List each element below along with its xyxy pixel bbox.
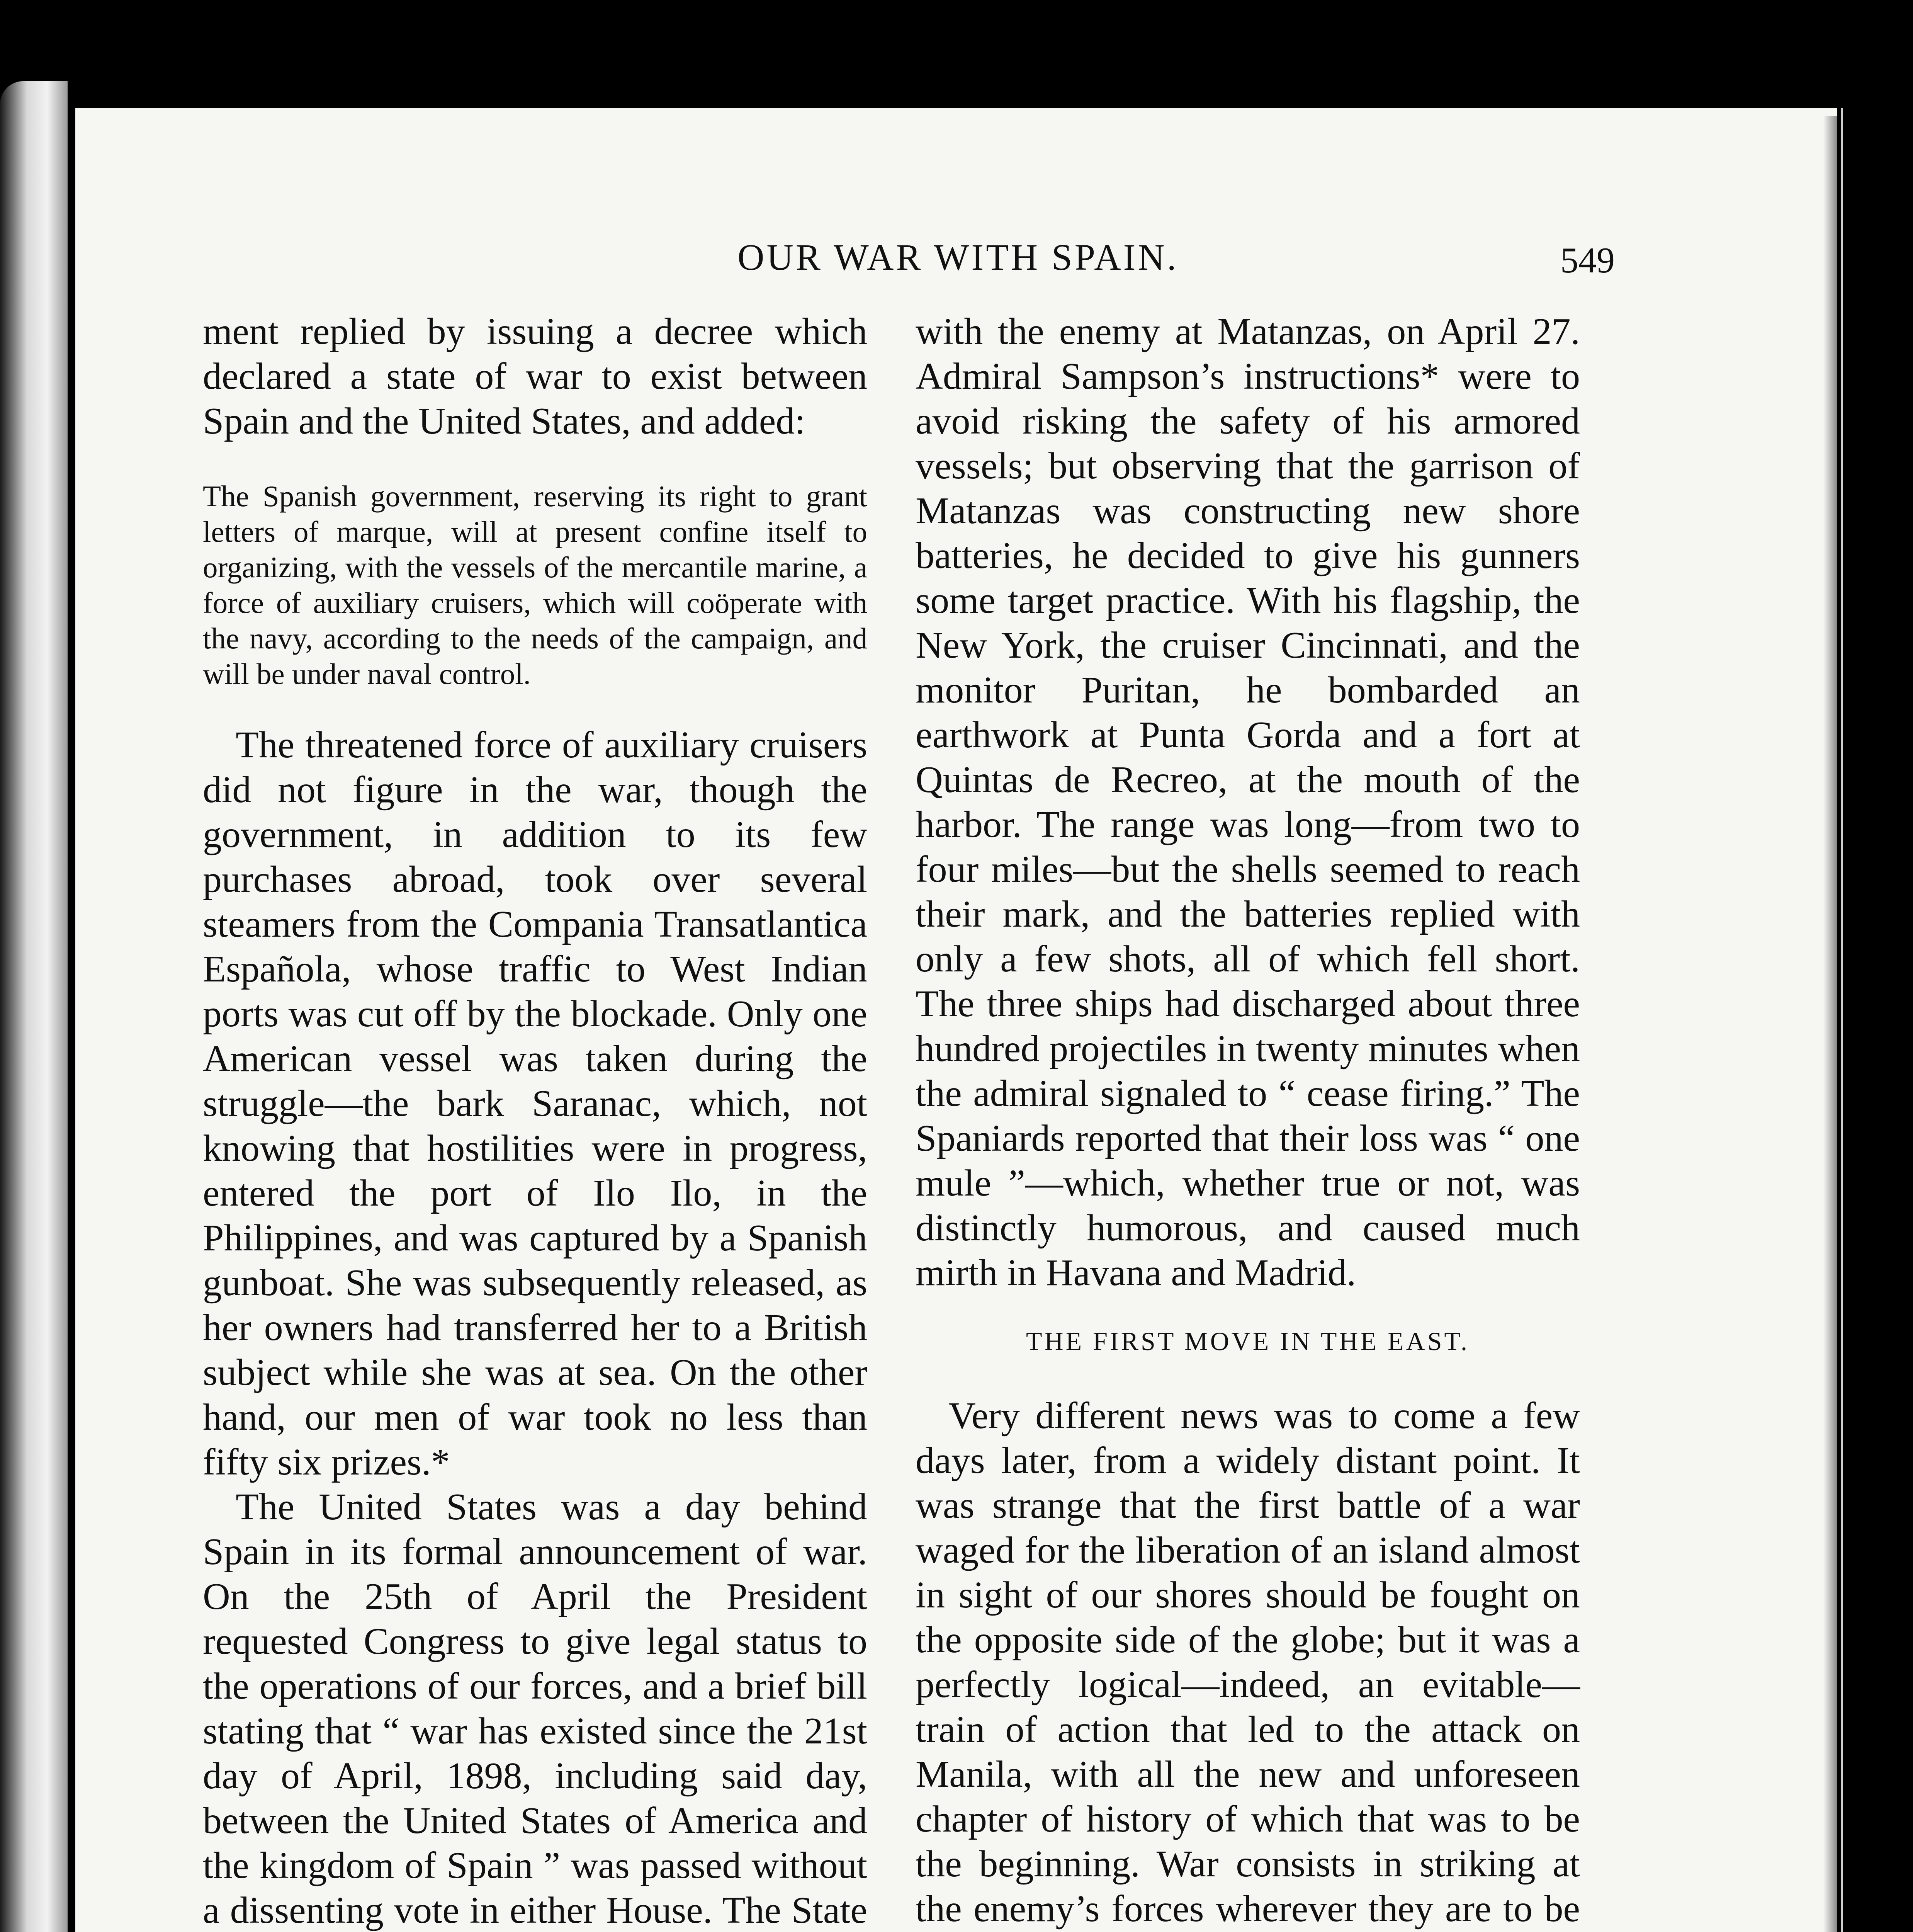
- left-column: [203, 309, 867, 1932]
- spine-edge: [1841, 108, 1843, 1932]
- page-gutter-shadow: [1823, 116, 1837, 1932]
- previous-page-edge: [0, 81, 68, 1932]
- left-paragraph-1: ment replied by issuing a decree which declared a state of war to exist between Spain and the United States, and added:: [203, 311, 867, 442]
- left-paragraph-3: The United States was a day behind Spain in its formal announcement of war. On the 25th of April the President requested Congress to give legal status to the operations of our forces, and a brief bill stating that “ war has existed since the 21st day of April, 1898, including said day, between the United States of America and the kingdom of Spain ” was passed without a dissenting vote in either House. The State: [203, 1486, 867, 1931]
- right-paragraph-2: Very different news was to come a few days later, from a widely distant point. It was strange that the first battle of a war waged for the liberation of an island almost in sight of our shores should be fought on the opposite side of the globe; but it was a perfectly logical—indeed, an evitable—train of action that led to the attack on Manila, with all the new and unforeseen chapter of history of which that was to be the beginning. War consists in striking at the enemy’s forces wherever they are to be: [916, 1395, 1580, 1930]
- left-paragraph-2: The threatened force of auxiliary cruisers did not figure in the war, though the government, in addition to its few purchases abroad, took over several steamers from the Compania Transatlantica Española, whose traffic to West Indian ports was cut off by the blockade. Only one American vessel was taken during the struggle—the bark Saranac, which, not knowing that hostilities were in progress, entered the port of Ilo Ilo, in the Philippines, and was captured by a Spanish gunboat. She was subsequently released, as her owners had transferred her to a British subject while she was at sea. On the other hand, our men of war took no less than fifty six prizes.*: [203, 724, 867, 1483]
- section-heading-first-move: THE FIRST MOVE IN THE EAST.: [1026, 1327, 1470, 1356]
- running-head: OUR WAR WITH SPAIN.: [737, 236, 1179, 278]
- decree-quote: The Spanish government, reserving its right to grant letters of marque, will at present confine itself to organizing, with the vessels of the mercantile marine, a force of auxiliary cruisers, which will coöperate with the navy, according to the needs of the campaign, and will be under naval control.: [203, 480, 867, 690]
- right-column: [916, 309, 1580, 1932]
- right-paragraph-1: with the enemy at Matanzas, on April 27. Admiral Sampson’s instructions* were to avoid risking the safety of his armored vessels; but observing that the garrison of Matanzas was constructing new shore batteries, he decided to give his gunners some target practice. With his flagship, the New York, the cruiser Cincinnati, and the monitor Puritan, he bombarded an earthwork at Punta Gorda and a fort at Quintas de Recreo, at the mouth of the harbor. The range was long—from two to four miles—but the shells seemed to reach their mark, and the batteries replied with only a few shots, all of which fell short. The three ships had discharged about three hundred projectiles in twenty minutes when the admiral signaled to “ cease firing.” The Spaniards reported that their loss was “ one mule ”—which, whether true or not, was distinctly humorous, and caused much mirth in Havana and Madrid.: [916, 311, 1580, 1294]
- page-number: 549: [1560, 240, 1615, 281]
